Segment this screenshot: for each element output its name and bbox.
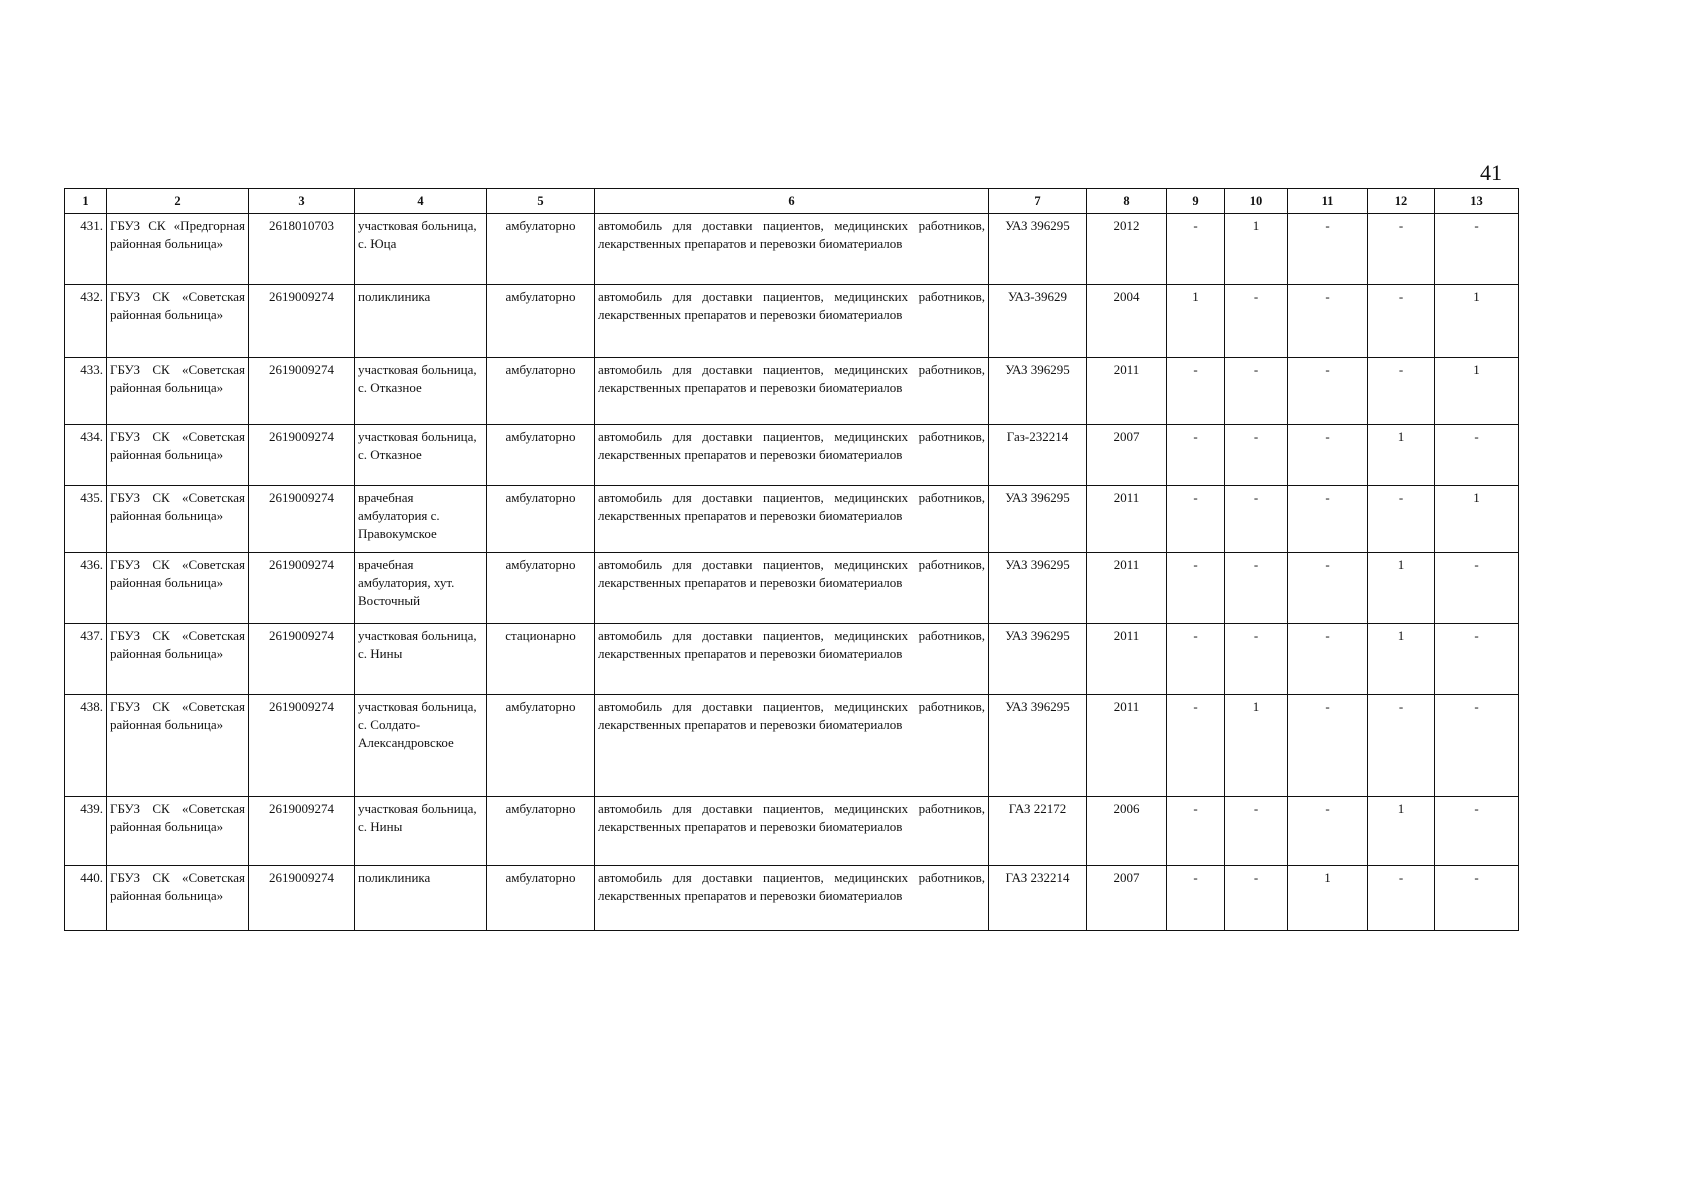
col10-cell: - xyxy=(1225,553,1288,624)
col13-cell: - xyxy=(1435,214,1519,285)
mode-cell: амбулаторно xyxy=(487,214,595,285)
unit-cell: поликлиника xyxy=(355,866,487,931)
row-number: 440. xyxy=(65,866,107,931)
col13-cell: 1 xyxy=(1435,358,1519,425)
mode-cell: амбулаторно xyxy=(487,553,595,624)
unit-cell: поликлиника xyxy=(355,285,487,358)
year-cell: 2007 xyxy=(1087,866,1167,931)
inn-cell: 2619009274 xyxy=(249,553,355,624)
model-cell: Газ-232214 xyxy=(989,425,1087,486)
organization-cell: ГБУЗ СК «Советская районная больница» xyxy=(107,486,249,553)
row-number: 432. xyxy=(65,285,107,358)
unit-cell: участковая больница, с. Отказное xyxy=(355,425,487,486)
purpose-cell: автомобиль для доставки пациентов, медицинских работников, лекарственных препаратов и перевозки биоматериалов xyxy=(595,624,989,695)
col11-cell: 1 xyxy=(1288,866,1368,931)
mode-cell: амбулаторно xyxy=(487,425,595,486)
col11-cell: - xyxy=(1288,358,1368,425)
unit-cell: участковая больница, с. Нины xyxy=(355,797,487,866)
year-cell: 2011 xyxy=(1087,358,1167,425)
column-header: 4 xyxy=(355,189,487,214)
row-number: 437. xyxy=(65,624,107,695)
purpose-cell: автомобиль для доставки пациентов, медицинских работников, лекарственных препаратов и перевозки биоматериалов xyxy=(595,425,989,486)
mode-cell: стационарно xyxy=(487,624,595,695)
col13-cell: - xyxy=(1435,624,1519,695)
model-cell: УАЗ-39629 xyxy=(989,285,1087,358)
col9-cell: - xyxy=(1167,425,1225,486)
table-row xyxy=(65,285,1519,358)
col13-cell: - xyxy=(1435,425,1519,486)
col13-cell: - xyxy=(1435,553,1519,624)
column-header: 1 xyxy=(65,189,107,214)
model-cell: УАЗ 396295 xyxy=(989,553,1087,624)
year-cell: 2011 xyxy=(1087,486,1167,553)
purpose-cell: автомобиль для доставки пациентов, медицинских работников, лекарственных препаратов и перевозки биоматериалов xyxy=(595,866,989,931)
col10-cell: - xyxy=(1225,358,1288,425)
column-header: 7 xyxy=(989,189,1087,214)
col10-cell: 1 xyxy=(1225,695,1288,797)
inn-cell: 2619009274 xyxy=(249,797,355,866)
organization-cell: ГБУЗ СК «Советская районная больница» xyxy=(107,553,249,624)
col11-cell: - xyxy=(1288,214,1368,285)
table-row xyxy=(65,624,1519,695)
mode-cell: амбулаторно xyxy=(487,486,595,553)
col9-cell: - xyxy=(1167,358,1225,425)
purpose-cell: автомобиль для доставки пациентов, медицинских работников, лекарственных препаратов и перевозки биоматериалов xyxy=(595,486,989,553)
unit-cell: участковая больница, с. Нины xyxy=(355,624,487,695)
column-header: 13 xyxy=(1435,189,1519,214)
model-cell: УАЗ 396295 xyxy=(989,486,1087,553)
table-row xyxy=(65,553,1519,624)
column-header: 10 xyxy=(1225,189,1288,214)
col12-cell: 1 xyxy=(1368,797,1435,866)
col9-cell: - xyxy=(1167,695,1225,797)
header-row xyxy=(65,189,1519,214)
row-number: 435. xyxy=(65,486,107,553)
mode-cell: амбулаторно xyxy=(487,797,595,866)
year-cell: 2011 xyxy=(1087,695,1167,797)
organization-cell: ГБУЗ СК «Советская районная больница» xyxy=(107,866,249,931)
organization-cell: ГБУЗ СК «Советская районная больница» xyxy=(107,797,249,866)
organization-cell: ГБУЗ СК «Советская районная больница» xyxy=(107,425,249,486)
col12-cell: 1 xyxy=(1368,624,1435,695)
table-row xyxy=(65,797,1519,866)
col10-cell: - xyxy=(1225,797,1288,866)
col13-cell: 1 xyxy=(1435,285,1519,358)
col11-cell: - xyxy=(1288,797,1368,866)
row-number: 439. xyxy=(65,797,107,866)
col10-cell: - xyxy=(1225,866,1288,931)
mode-cell: амбулаторно xyxy=(487,285,595,358)
col9-cell: - xyxy=(1167,214,1225,285)
mode-cell: амбулаторно xyxy=(487,695,595,797)
inn-cell: 2619009274 xyxy=(249,425,355,486)
mode-cell: амбулаторно xyxy=(487,866,595,931)
col9-cell: - xyxy=(1167,486,1225,553)
col9-cell: 1 xyxy=(1167,285,1225,358)
column-header: 11 xyxy=(1288,189,1368,214)
unit-cell: участковая больница, с. Юца xyxy=(355,214,487,285)
organization-cell: ГБУЗ СК «Советская районная больница» xyxy=(107,695,249,797)
col9-cell: - xyxy=(1167,553,1225,624)
col10-cell: 1 xyxy=(1225,214,1288,285)
col12-cell: - xyxy=(1368,695,1435,797)
purpose-cell: автомобиль для доставки пациентов, медицинских работников, лекарственных препаратов и перевозки биоматериалов xyxy=(595,285,989,358)
year-cell: 2006 xyxy=(1087,797,1167,866)
col13-cell: 1 xyxy=(1435,486,1519,553)
organization-cell: ГБУЗ СК «Советская районная больница» xyxy=(107,624,249,695)
organization-cell: ГБУЗ СК «Предгорная районная больница» xyxy=(107,214,249,285)
col11-cell: - xyxy=(1288,425,1368,486)
col10-cell: - xyxy=(1225,425,1288,486)
year-cell: 2011 xyxy=(1087,624,1167,695)
col9-cell: - xyxy=(1167,866,1225,931)
inn-cell: 2619009274 xyxy=(249,486,355,553)
table-row xyxy=(65,866,1519,931)
model-cell: ГАЗ 232214 xyxy=(989,866,1087,931)
col11-cell: - xyxy=(1288,285,1368,358)
col13-cell: - xyxy=(1435,797,1519,866)
year-cell: 2007 xyxy=(1087,425,1167,486)
table-row xyxy=(65,358,1519,425)
mode-cell: амбулаторно xyxy=(487,358,595,425)
column-header: 8 xyxy=(1087,189,1167,214)
unit-cell: участковая больница, с. Солдато-Александровское xyxy=(355,695,487,797)
page-number: 41 xyxy=(1480,160,1502,185)
table-row xyxy=(65,486,1519,553)
model-cell: УАЗ 396295 xyxy=(989,358,1087,425)
col10-cell: - xyxy=(1225,624,1288,695)
organization-cell: ГБУЗ СК «Советская районная больница» xyxy=(107,358,249,425)
col9-cell: - xyxy=(1167,624,1225,695)
table-row xyxy=(65,425,1519,486)
model-cell: УАЗ 396295 xyxy=(989,624,1087,695)
col11-cell: - xyxy=(1288,486,1368,553)
col12-cell: - xyxy=(1368,358,1435,425)
row-number: 431. xyxy=(65,214,107,285)
col12-cell: 1 xyxy=(1368,553,1435,624)
purpose-cell: автомобиль для доставки пациентов, медицинских работников, лекарственных препаратов и перевозки биоматериалов xyxy=(595,695,989,797)
unit-cell: врачебная амбулатория с. Правокумское xyxy=(355,486,487,553)
column-header: 6 xyxy=(595,189,989,214)
row-number: 433. xyxy=(65,358,107,425)
year-cell: 2012 xyxy=(1087,214,1167,285)
purpose-cell: автомобиль для доставки пациентов, медицинских работников, лекарственных препаратов и перевозки биоматериалов xyxy=(595,553,989,624)
col12-cell: - xyxy=(1368,486,1435,553)
model-cell: ГАЗ 22172 xyxy=(989,797,1087,866)
col13-cell: - xyxy=(1435,866,1519,931)
inn-cell: 2619009274 xyxy=(249,695,355,797)
col11-cell: - xyxy=(1288,624,1368,695)
column-header: 2 xyxy=(107,189,249,214)
inn-cell: 2619009274 xyxy=(249,624,355,695)
col10-cell: - xyxy=(1225,285,1288,358)
purpose-cell: автомобиль для доставки пациентов, медицинских работников, лекарственных препаратов и перевозки биоматериалов xyxy=(595,358,989,425)
year-cell: 2011 xyxy=(1087,553,1167,624)
purpose-cell: автомобиль для доставки пациентов, медицинских работников, лекарственных препаратов и перевозки биоматериалов xyxy=(595,214,989,285)
column-header: 12 xyxy=(1368,189,1435,214)
table-row xyxy=(65,214,1519,285)
inn-cell: 2618010703 xyxy=(249,214,355,285)
column-header: 9 xyxy=(1167,189,1225,214)
col12-cell: 1 xyxy=(1368,425,1435,486)
inn-cell: 2619009274 xyxy=(249,285,355,358)
row-number: 434. xyxy=(65,425,107,486)
model-cell: УАЗ 396295 xyxy=(989,695,1087,797)
inn-cell: 2619009274 xyxy=(249,358,355,425)
col12-cell: - xyxy=(1368,866,1435,931)
purpose-cell: автомобиль для доставки пациентов, медицинских работников, лекарственных препаратов и перевозки биоматериалов xyxy=(595,797,989,866)
table-row xyxy=(65,695,1519,797)
model-cell: УАЗ 396295 xyxy=(989,214,1087,285)
vehicle-registry-table xyxy=(64,188,1519,931)
col9-cell: - xyxy=(1167,797,1225,866)
col12-cell: - xyxy=(1368,285,1435,358)
unit-cell: участковая больница, с. Отказное xyxy=(355,358,487,425)
col11-cell: - xyxy=(1288,553,1368,624)
inn-cell: 2619009274 xyxy=(249,866,355,931)
unit-cell: врачебная амбулатория, хут. Восточный xyxy=(355,553,487,624)
row-number: 436. xyxy=(65,553,107,624)
col12-cell: - xyxy=(1368,214,1435,285)
column-header: 3 xyxy=(249,189,355,214)
column-header: 5 xyxy=(487,189,595,214)
col13-cell: - xyxy=(1435,695,1519,797)
col11-cell: - xyxy=(1288,695,1368,797)
col10-cell: - xyxy=(1225,486,1288,553)
row-number: 438. xyxy=(65,695,107,797)
year-cell: 2004 xyxy=(1087,285,1167,358)
organization-cell: ГБУЗ СК «Советская районная больница» xyxy=(107,285,249,358)
